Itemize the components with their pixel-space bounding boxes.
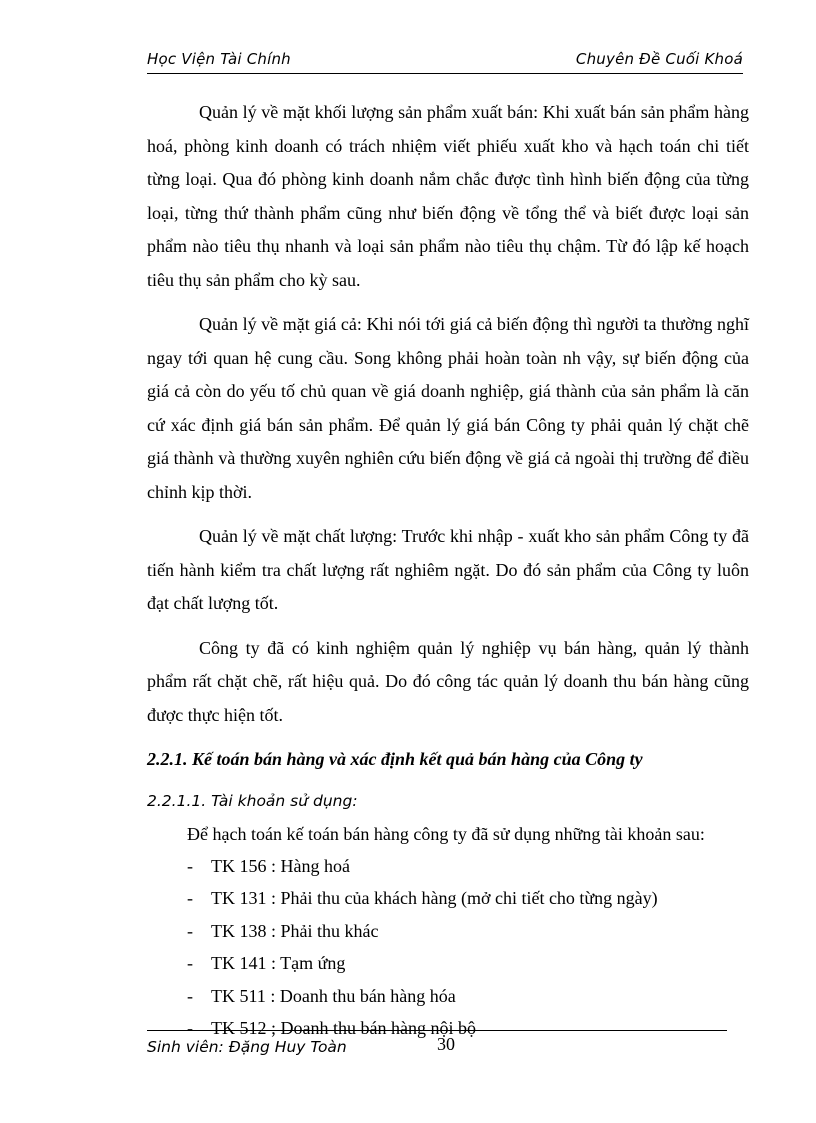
list-dash: - <box>187 920 193 941</box>
sub-heading: 2.2.1.1. Tài khoản sử dụng: <box>147 791 358 810</box>
paragraph-quantity-management: Quản lý về mặt khối lượng sản phẩm xuất bán: Khi xuất bán sản phẩm hàng hoá, phòng kinh doanh có trách nhiệm viết phiếu xuất kho và hạch toán chi tiết từng loại. Qua đó phòng kinh doanh nắm chắc được tình hình biến động của từng loại, từng thứ thành phẩm cũng như biến động về tổng thể và biết được loại sản phẩm nào tiêu thụ nhanh và loại sản phẩm nào tiêu thụ chậm. Từ đó lập kế hoạch tiêu thụ sản phẩm cho kỳ sau. <box>147 102 749 290</box>
list-dash: - <box>187 1018 193 1038</box>
list-dash: - <box>187 985 193 1006</box>
list-item <box>147 850 749 883</box>
account-text: TK 156 : Hàng hoá <box>211 855 350 876</box>
section-heading: 2.2.1. Kế toán bán hàng và xác định kết quả bán hàng của Công ty <box>147 749 643 769</box>
page-number: 30 <box>437 1034 455 1054</box>
page-header <box>147 47 743 74</box>
account-text: TK 141 : Tạm ứng <box>211 953 346 973</box>
account-text: TK 511 : Doanh thu bán hàng hóa <box>211 985 456 1006</box>
header-institution: Học Viện Tài Chính <box>147 50 291 68</box>
account-text: TK 131 : Phải thu của khách hàng (mở chi tiết cho từng ngày) <box>211 888 658 908</box>
list-dash: - <box>187 888 193 908</box>
account-text: TK 512 ; Doanh thu bán hàng nội bộ <box>211 1018 476 1038</box>
list-dash: - <box>187 855 193 876</box>
header-report-title: Chuyên Đề Cuối Khoá <box>575 50 743 68</box>
list-dash: - <box>187 953 193 973</box>
list-item <box>147 947 749 980</box>
list-item <box>147 980 749 1013</box>
paragraph-experience: Công ty đã có kinh nghiệm quản lý nghiệp vụ bán hàng, quản lý thành phẩm rất chặt chẽ, rất hiệu quả. Do đó công tác quản lý doanh thu bán hàng cũng được thực hiện tốt. <box>147 637 749 725</box>
paragraph-price-management: Quản lý về mặt giá cả: Khi nói tới giá cả biến động thì người ta thường nghĩ ngay tới quan hệ cung cầu. Song không phải hoàn toàn nh vậy, sự biến động của giá cả còn do yếu tố chủ quan về giá doanh nghiệp, giá thành của sản phẩm là căn cứ xác định giá bán sản phẩm. Để quản lý giá bán Công ty phải quản lý chặt chẽ giá thành và thường xuyên nghiên cứu biến động về giá cả ngoài thị trường để điều chỉnh kịp thời. <box>147 314 749 502</box>
page-footer <box>147 1030 727 1071</box>
accounts-intro: Để hạch toán kế toán bán hàng công ty đã sử dụng những tài khoản sau: <box>187 823 705 844</box>
account-text: TK 138 : Phải thu khác <box>211 920 379 941</box>
paragraph-quality-management: Quản lý về mặt chất lượng: Trước khi nhập - xuất kho sản phẩm Công ty đã tiến hành kiểm tra chất lượng rất nghiêm ngặt. Do đó sản phẩm của Công ty luôn đạt chất lượng tốt. <box>147 526 749 613</box>
footer-student-name: Sinh viên: Đặng Huy Toàn <box>147 1038 347 1056</box>
list-item <box>147 882 749 915</box>
list-item <box>147 915 749 948</box>
accounts-list <box>147 850 749 1045</box>
document-body <box>147 96 749 1045</box>
